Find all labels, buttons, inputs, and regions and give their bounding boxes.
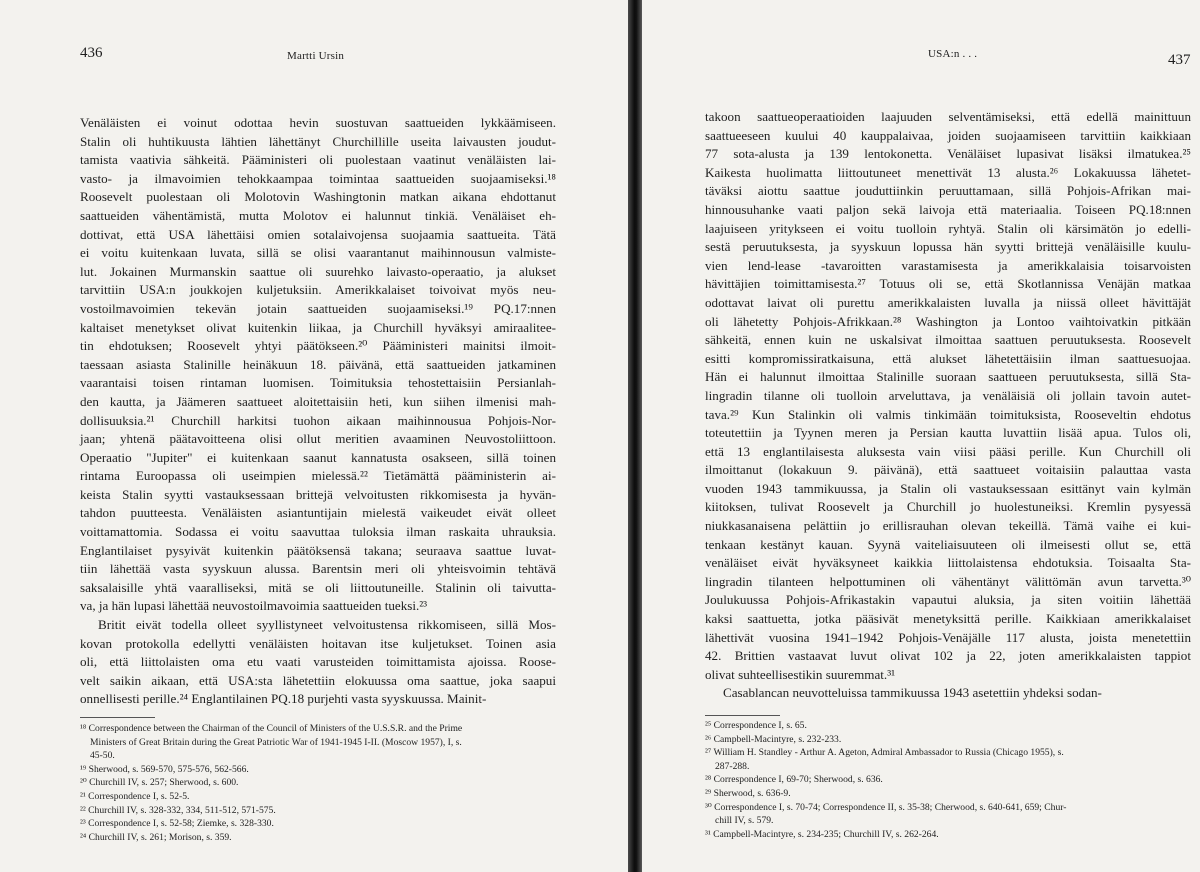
text-line: kaltaiset menetykset olivat kuitenkin liikaa, ja Churchill hyväksyi amiraalitee- <box>80 319 556 335</box>
text-line: Operaatio "Jupiter" ei kuitenkaan saanut kannatusta osakseen, sillä toinen <box>80 449 556 465</box>
footnote: ²⁴ Churchill IV, s. 261; Morison, s. 359. <box>80 831 232 843</box>
footnote: ³⁰ Correspondence I, s. 70-74; Correspondence II, s. 35-38; Cherwood, s. 640-641, 659; Chur- <box>705 801 1067 813</box>
text-line: tin ehdotuksen; Roosevelt yhtyi päätökseen.²⁰ Pääministeri mainitsi ilmoit- <box>80 338 556 354</box>
text-line: lingradin tilanteen helpottuminen oli vähentänyt välittömän avun tarvetta.³⁰ <box>705 573 1191 589</box>
text-line: Hän ei halunnut ilmoittaa Stalinille suoraan saattueen peruutuksesta, sillä Sta- <box>705 369 1191 385</box>
text-line: vasto- ja ilmavoimien tehokkaampaa toimintaa saattueiden suojaamiseksi.¹⁸ <box>80 170 556 186</box>
footnotes <box>80 722 570 844</box>
text-line: että 13 englantilaisesta aluksesta vain viisi pääsi perille. Kun Churchill oli <box>705 443 1191 459</box>
text-line: tahdon puutteesta. Venäläisten asiantuntijain mielestä vaikeudet eivät olleet <box>80 505 556 521</box>
text-line: hinnousuhanke vaati paljon sekä laivoja että materiaalia. Toiseen PQ.18:nnen <box>705 201 1191 217</box>
text-line: keista Stalin syytti vastauksessaan brittejä velvoitusten rikkomisesta ja hyvän- <box>80 486 556 502</box>
text-line: tarvittiin USA:n joukkojen kuljetuksiin. Amerikkalaiset toivoivat myös neu- <box>80 282 556 298</box>
text-line: ei voitu kuitenkaan luvata, sillä se olisi vaarantanut maihinnousun valmiste- <box>80 245 556 261</box>
text-line: vostoilmavoimien tekevän jotain saattueiden suojaamiseksi.¹⁹ PQ.17:nnen <box>80 300 556 316</box>
text-line: vien lend-lease -tavaroitten varastamisesta ja amerikkalaisia toisarvoisten <box>705 257 1191 273</box>
page-number: 437 <box>1168 52 1191 68</box>
text-line: lut. Jokainen Murmanskin saattue oli suurehko laivasto-operaatio, ja alukset <box>80 263 556 279</box>
footnote: ²¹ Correspondence I, s. 52-5. <box>80 790 190 802</box>
text-line: venäläiset eivät hyväksyneet kaikkia liittolaistensa ehdotuksia. Toisaalta Sta- <box>705 555 1191 571</box>
text-line: Casablancan neuvotteluissa tammikuussa 1943 asetettiin yhdeksi sodan- <box>723 685 1102 701</box>
footnote: ¹⁹ Sherwood, s. 569-570, 575-576, 562-566. <box>80 763 249 775</box>
text-line: lingradin tilanne oli tuolloin arveluttava, ja venäläisiä oli jollain tavoin autet- <box>705 387 1191 403</box>
text-line: ilmoittanut (lokakuun 9. päivänä), että saattueet voitaisiin palauttaa vasta <box>705 462 1191 478</box>
text-line: tenkaan kestänyt kauan. Syynä vaiteliaisuuteen oli ilmeisesti ollut se, että <box>705 536 1191 552</box>
text-line: velt saikin aikaan, että USA:sta lähetettiin elokuussa oma saattue, joka saapui <box>80 672 556 688</box>
text-line: takoon saattueoperaatioiden laajuuden selventämiseksi, että edellä mainittuun <box>705 109 1191 124</box>
text-line: 42. Brittien vastaavat luvut olivat 102 ja 22, joten amerikkalaisten tappiot <box>705 648 1191 664</box>
text-line: Venäläisten ei voinut odottaa hevin suostuvan saattueiden lykkäämiseen. <box>80 115 556 130</box>
text-line: täväksi aiottu saattue jouduttiinkin peruuttamaan, sillä Pohjois-Afrikan mai- <box>705 183 1191 199</box>
running-head: USA:n . . . <box>928 48 978 60</box>
footnote-rule <box>705 715 780 716</box>
book-gutter <box>628 0 642 872</box>
body-text <box>705 108 1191 703</box>
right-page <box>642 0 1200 872</box>
text-line: den kautta, ja Jäämeren saattueet aloitettaisiin heti, kun siihen ilmenisi mah- <box>80 393 556 409</box>
text-line: rintama Euroopassa oli useimpien mielessä.²² Tietämättä pääministerin ai- <box>80 468 556 484</box>
footnote: ²³ Correspondence I, s. 52-58; Ziemke, s. 328-330. <box>80 818 274 830</box>
body-text <box>80 114 556 709</box>
footnote: ²⁸ Correspondence I, 69-70; Sherwood, s. 636. <box>705 774 883 786</box>
footnote: chill IV, s. 579. <box>715 815 774 827</box>
text-line: oli lähetetty Pohjois-Afrikkaan.²⁸ Washington ja Lontoo vaihtoivatkin pitkään <box>705 313 1191 329</box>
text-line: va, ja hän lupasi lähettää neuvostoilmavoimia saattueiden tueksi.²³ <box>80 598 428 614</box>
text-line: odottavat laivat oli purettu amerikkalaisten luvalla ja niissä olleet hävittäjät <box>705 294 1191 310</box>
text-line: Roosevelt puolestaan oli Molotovin Washingtonin matkan aikana ehdottanut <box>80 189 556 205</box>
text-line: esitti kompromissiratkaisuna, että alukset lähetettäisiin ilman saattuesuojaa. <box>705 350 1191 366</box>
text-line: onnellisesti perille.²⁴ Englantilainen PQ.18 purjehti vasta syyskuussa. Mainit- <box>80 691 487 707</box>
text-line: oli, että liittolaisten oma etu vaati varusteiden toimittamista ajoissa. Roose- <box>80 654 556 670</box>
text-line: Joulukuussa Pohjois-Afrikastakin vapautui aluksia, ja siten voitiin lähettää <box>705 592 1191 608</box>
text-line: dottivat, että USA lähettäisi omien sotalaivojensa suojaamia saattueita. Tätä <box>80 226 556 242</box>
footnote: Ministers of Great Britain during the Great Patriotic War of 1941-1945 I-II. (Moscow 1957), I, s. <box>90 736 462 748</box>
footnote: ²⁰ Churchill IV, s. 257; Sherwood, s. 600. <box>80 777 239 789</box>
footnote: ³¹ Campbell-Macintyre, s. 234-235; Churchill IV, s. 262-264. <box>705 828 939 840</box>
text-line: saksalaisille yhtä vaaralliseksi, mitä se oli liittoutuneille. Stalinin oli taivutta- <box>80 579 556 595</box>
footnote: ²² Churchill IV, s. 328-332, 334, 511-512, 571-575. <box>80 804 276 816</box>
text-line: tamista vaativia sähkeitä. Pääministeri oli puolestaan vaatinut venäläisten lai- <box>80 152 556 168</box>
text-line: Britit eivät todella olleet syyllistyneet velvoitustensa rikkomiseen, sillä Mos- <box>98 617 556 633</box>
text-line: jaan; yhtenä päätavoitteena olisi ollut meritien avaaminen Neuvostoliittoon. <box>80 431 556 447</box>
text-line: tava.²⁹ Kun Stalinkin oli valmis tinkimään toimituksista, Rooseveltin ehdotus <box>705 406 1191 422</box>
text-line: taessaan asiasta Stalinille heinäkuun 18. päivänä, että saattueiden jatkaminen <box>80 356 556 372</box>
text-line: saattueeseen kuului 40 kauppalaivaa, joiden suojaamiseen tarvittiin kaikkiaan <box>705 127 1191 143</box>
text-line: tiin lähettää vasta syyskuun alussa. Barentsin meri oli yhteisvoimin tehtävä <box>80 561 556 577</box>
footnote-rule <box>80 717 155 718</box>
text-line: Englantilaiset pysyivät kuitenkin päätöksensä takana; seuraava saattue luvat- <box>80 542 556 558</box>
text-line: vaarantaisi toisen rintaman luomisen. Toimituksia tehostettaisiin Persianlah- <box>80 375 556 391</box>
text-line: lähettivät vuosina 1941–1942 Pohjois-Venäjälle 117 alusta, joista menetettiin <box>705 629 1191 645</box>
text-line: laajuiseen yritykseen ei voitu tuolloin ryhtyä. Stalin oli kärsimätön jo edelli- <box>705 220 1191 236</box>
footnote: ²⁹ Sherwood, s. 636-9. <box>705 787 791 799</box>
text-line: kiitoksen, tulivat Roosevelt ja Churchill jo huolestuneiksi. Kremlin pysyessä <box>705 499 1191 515</box>
text-line: kaksi saattuetta, jotka pääsivät menetyksittä perille. Kaikkiaan amerikkalaiset <box>705 611 1191 627</box>
text-line: sestä peruutuksesta, ja syyskuun lopussa hän syytti brittejä venäläisille kuulu- <box>705 239 1191 255</box>
text-line: olivat suhteellisestikin suuremmat.³¹ <box>705 666 896 682</box>
text-line: Stalin oli huhtikuusta lähtien lähettänyt Churchillille useita laivausten joudut- <box>80 133 556 149</box>
page-number: 436 <box>80 45 103 61</box>
footnote: ¹⁸ Correspondence between the Chairman of the Council of Ministers of the U.S.S.R. and the Prime <box>80 723 463 734</box>
text-line: vuoden 1943 tammikuussa, ja Stalin oli vastauksessaan esittänyt vain kylmän <box>705 480 1191 496</box>
text-line: kovan protokolla edellytti venäläisten hoitavan itse kuljetukset. Toinen asia <box>80 635 556 651</box>
text-line: 77 sota-alusta ja 139 lentokonetta. Venäläiset lupasivat lisäksi ilmatukea.²⁵ <box>705 146 1191 162</box>
footnote: ²⁷ William H. Standley - Arthur A. Ageton, Admiral Ambassador to Russia (Chicago 1955), s. <box>705 747 1064 759</box>
text-line: niukkasanaisena pelättiin jo erillisrauhan olevan tekeillä. Tämä vaihe ei kui- <box>705 518 1191 534</box>
text-line: hävittäjien toimittamisesta.²⁷ Totuus oli se, että Skotlannissa Venäjän matkaa <box>705 276 1191 292</box>
footnote: 287-288. <box>715 760 750 772</box>
footnotes <box>705 719 1195 841</box>
text-line: sähkeitä, ennen kuin ne uskalsivat ilmoittaa saattuen peruutuksesta. Roosevelt <box>705 332 1191 348</box>
text-line: dollisuuksia.²¹ Churchill harkitsi tuohon aikaan maihinnousua Pohjois-Nor- <box>80 412 556 428</box>
footnote: 45-50. <box>90 750 115 762</box>
footnote: ²⁵ Correspondence I, s. 65. <box>705 720 807 731</box>
text-line: voittamattomia. Sodassa ei voitu saavuttaa tuloksia ilman raskaita uhrauksia. <box>80 524 556 540</box>
footnote: ²⁶ Campbell-Macintyre, s. 232-233. <box>705 733 842 745</box>
text-line: toteutettiin ja Tyynen meren ja Persian kautta luvattiin lisää apua. Tulos oli, <box>705 425 1191 441</box>
running-head: Martti Ursin <box>287 50 345 62</box>
text-line: Kaikesta huolimatta liittoutuneet menettivät 13 alusta.²⁶ Lokakuussa lähetet- <box>705 164 1191 180</box>
text-line: saattueiden vähentämistä, mutta Molotov ei halunnut tinkiä. Venäläiset eh- <box>80 207 556 223</box>
